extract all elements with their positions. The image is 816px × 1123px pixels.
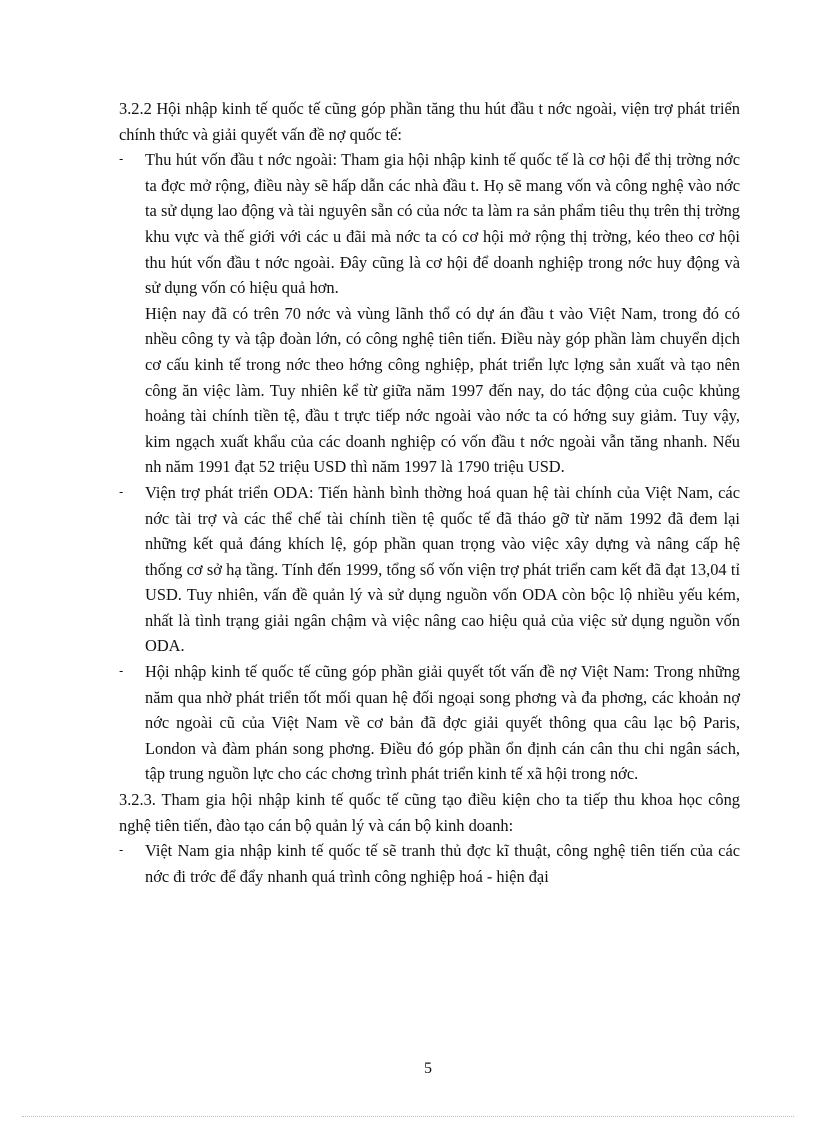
list-item-text: Viện trợ phát triển ODA: Tiến hành bình thờng hoá quan hệ tài chính của Việt Nam, các nớc tài trợ và các thể chế tài chính tiền tệ quốc tế đã tháo gỡ từ năm 1992 đã đem lại những kết quả đáng khích lệ, góp phần quan trọng vào việc xây dựng và nâng cấp hệ thống cơ sở hạ tầng. Tính đến 1999, tổng số vốn viện trợ phát triển cam kết đã đạt 13,04 tỉ USD. Tuy nhiên, vấn đề quản lý và sử dụng nguồn vốn ODA còn bộc lộ nhiều yếu kém, nhất là tình trạng giải ngân chậm và việc nâng cao hiệu quả của việc sử dụng nguồn vốn ODA. [145,482,740,656]
list-item-oda [119,480,740,659]
section-heading-3-2-2: 3.2.2 Hội nhập kinh tế quốc tế cũng góp phần tăng thu hút đầu t nớc ngoài, viện trợ phát triển chính thức và giải quyết vấn đề nợ quốc tế: [119,99,740,144]
bullet-dash: - [119,484,124,499]
list-item-fdi-continuation: Hiện nay đã có trên 70 nớc và vùng lãnh thổ có dự án đầu t vào Việt Nam, trong đó có nhều công ty và tập đoàn lớn, có công nghệ tiên tiến. Điều này góp phần làm chuyển dịch cơ cấu kinh tế trong nớc theo hớng công nghiệp, phát triển lực lợng sản xuất và tạo nên công ăn việc làm. Tuy nhiên kể từ giữa năm 1997 đến nay, do tác động của cuộc khủng hoảng tài chính tiền tệ, đầu t trực tiếp nớc ngoài vào nớc ta có hớng suy giảm. Tuy vậy, kim ngạch xuất khẩu của các doanh nghiệp có vốn đầu t nớc ngoài vẫn tăng nhanh. Nếu nh năm 1991 đạt 52 triệu USD thì năm 1997 là 1790 triệu USD. [145,303,740,477]
list-item-technology [119,838,740,889]
list-item-fdi [119,147,740,301]
section-heading-3-2-3: 3.2.3. Tham gia hội nhập kinh tế quốc tế cũng tạo điều kiện cho ta tiếp thu khoa học công nghệ tiên tiến, đào tạo cán bộ quản lý và cán bộ kinh doanh: [119,790,740,835]
list-item-text: Hội nhập kinh tế quốc tế cũng góp phần giải quyết tốt vấn đề nợ Việt Nam: Trong những năm qua nhờ phát triển tốt mối quan hệ đối ngoại song phơng và đa phơng, các khoản nợ nớc ngoài cũ của Việt Nam về cơ bản đã đợc giải quyết thông qua câu lạc bộ Paris, London và đàm phán song phơng. Điều đó góp phần ổn định cán cân thu chi ngân sách, tập trung nguồn lực cho các chơng trình phát triển kinh tế xã hội trong nớc. [145,662,740,784]
bullet-dash: - [119,843,124,858]
page-bottom-rule [22,1116,794,1117]
bullet-dash: - [119,664,124,679]
list-item-text: Thu hút vốn đầu t nớc ngoài: Tham gia hội nhập kinh tế quốc tế là cơ hội để thị trờng nớc ta đợc mở rộng, điều này sẽ hấp dẫn các nhà đầu t. Họ sẽ mang vốn và công nghệ vào nớc ta sử dụng lao động và tài nguyên sẵn có của nớc ta làm ra sản phẩm tiêu thụ trên thị trờng khu vực và thế giới với các u đãi mà nớc ta có cơ hội mở rộng thị trờng, kéo theo cơ hội thu hút vốn đầu t nớc ngoài. Đây cũng là cơ hội để doanh nghiệp trong nớc huy động và sử dụng vốn có hiệu quả hơn. [145,150,740,298]
document-body [119,96,740,889]
list-item-text: Việt Nam gia nhập kinh tế quốc tế sẽ tranh thủ đợc kĩ thuật, công nghệ tiên tiến của các nớc đi trớc để đẩy nhanh quá trình công nghiệp hoá - hiện đại [145,841,740,886]
bullet-dash: - [119,152,124,167]
page-number: 5 [424,1060,432,1077]
list-item-debt [119,659,740,787]
